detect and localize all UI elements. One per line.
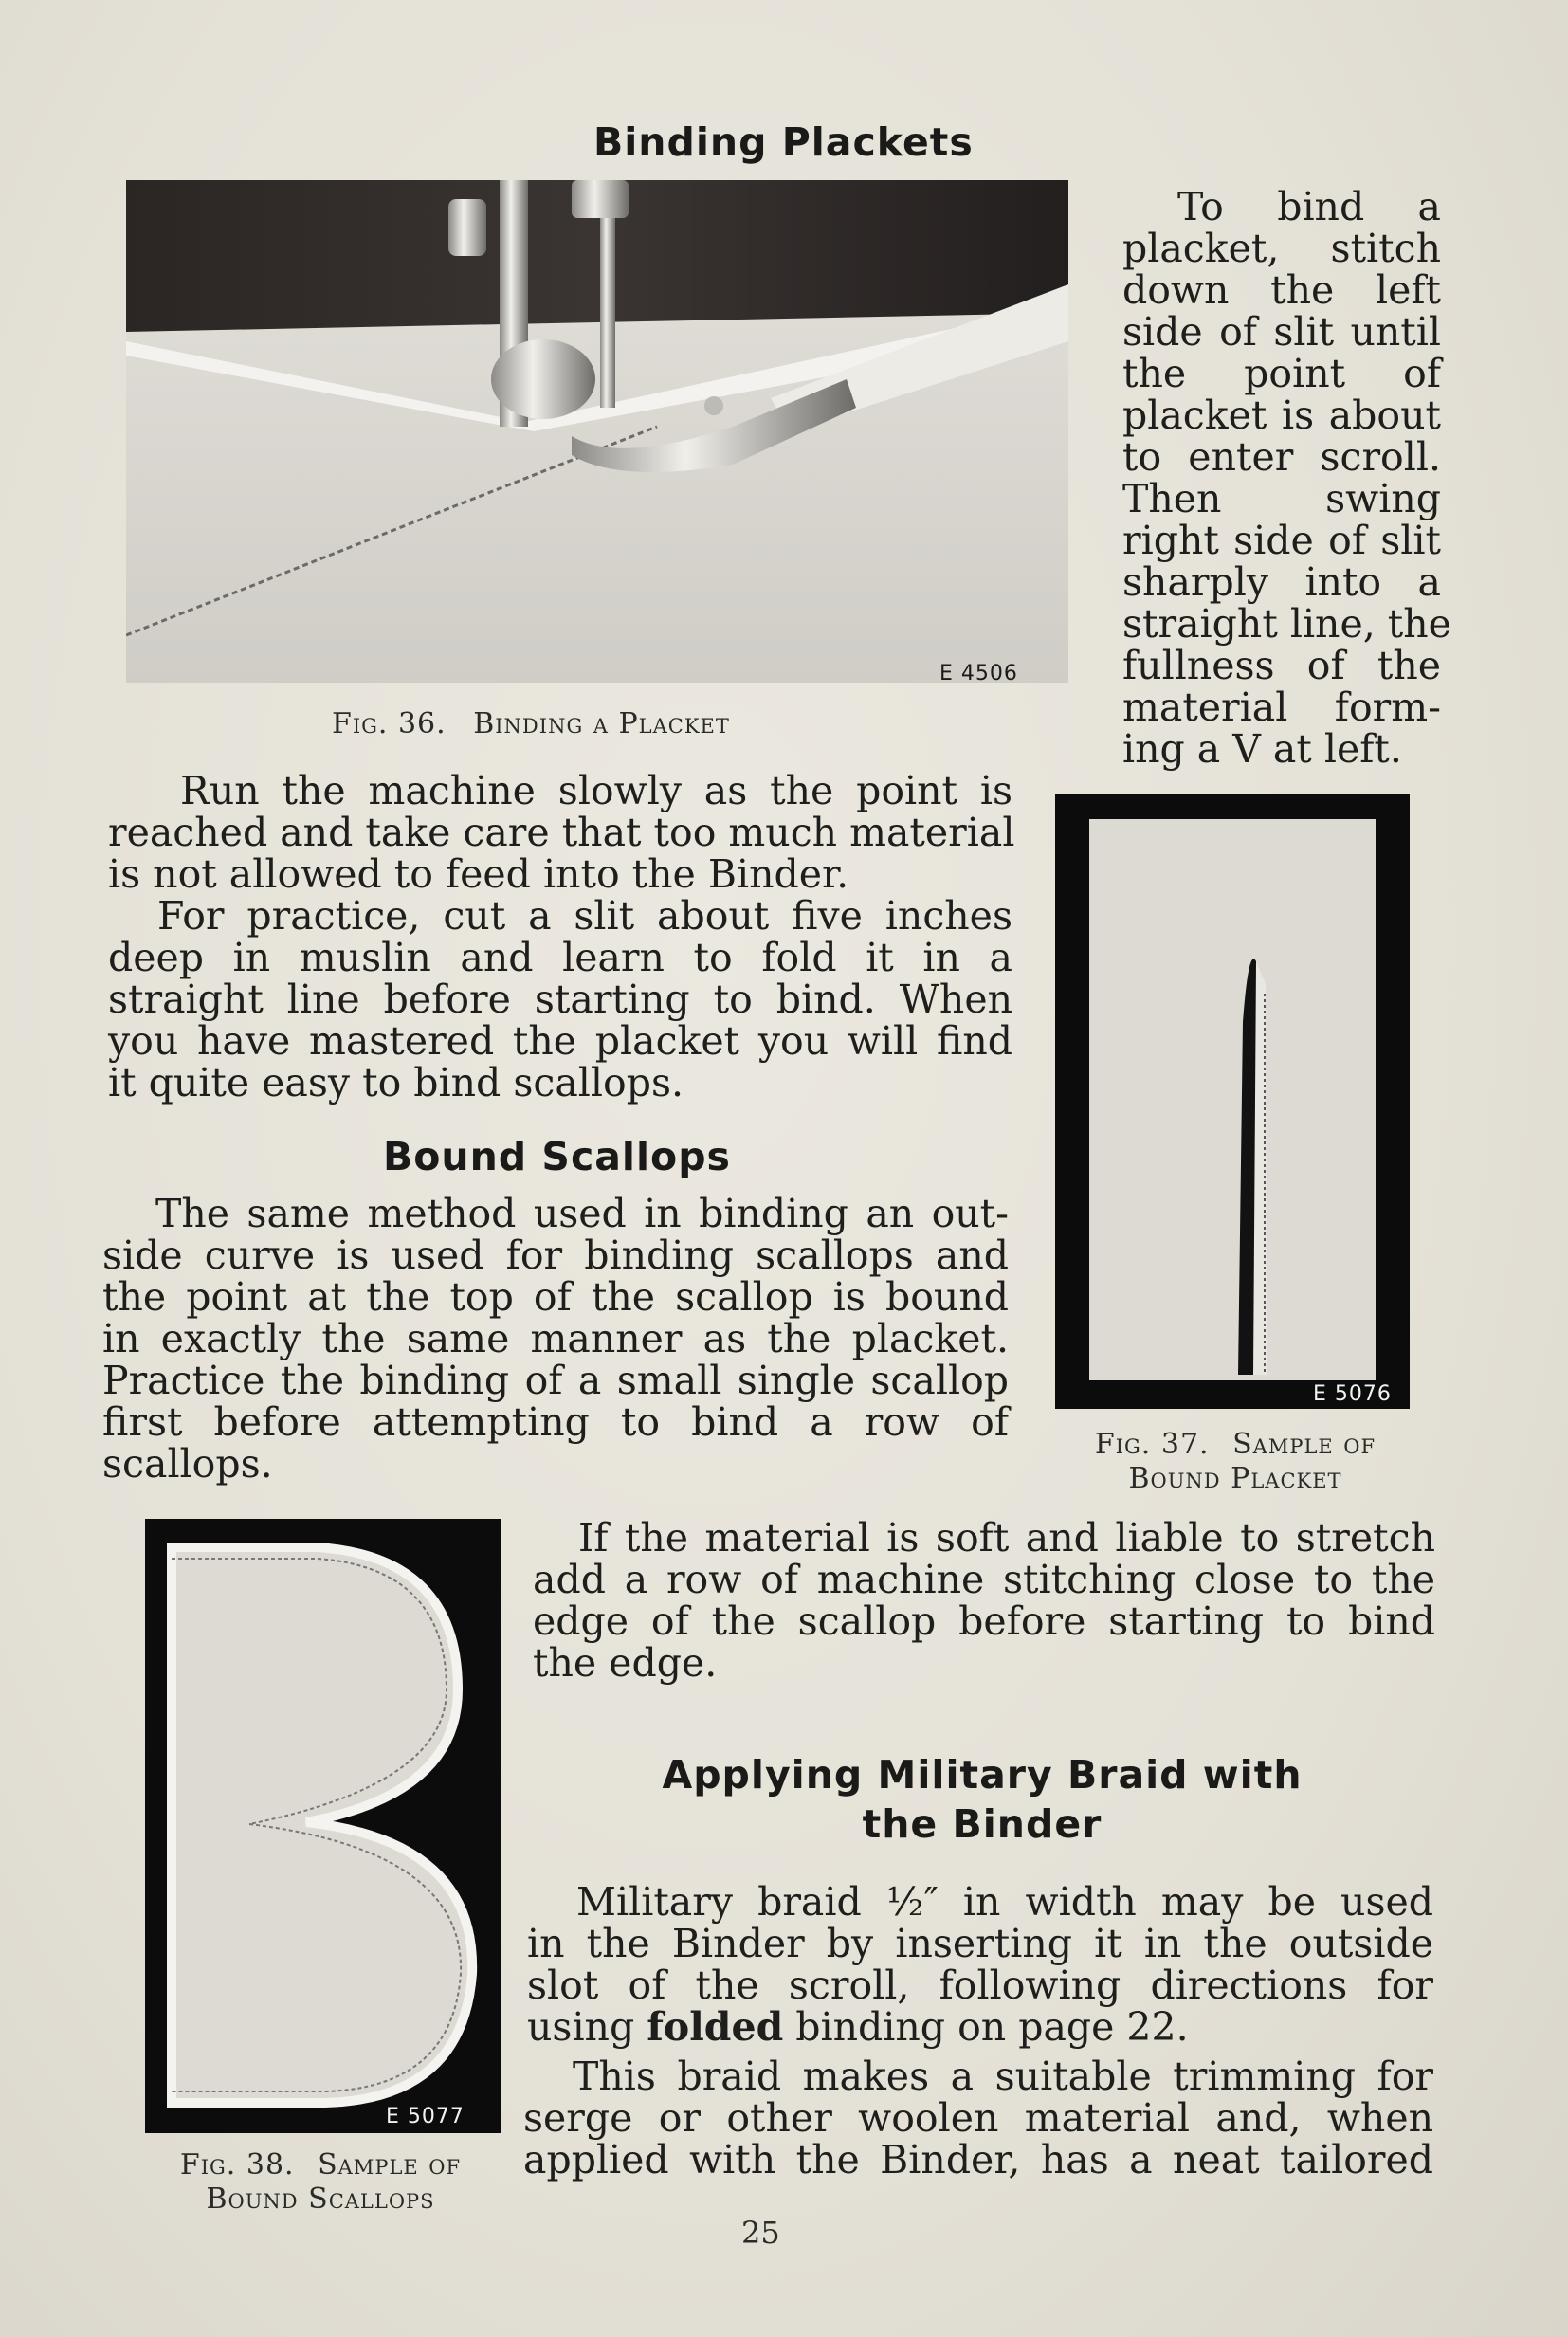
text-line: reached and take care that too much material bbox=[108, 810, 1015, 855]
sewing-machine-binder-illustration bbox=[126, 180, 1068, 683]
text-line: in the Binder by inserting it in the outside bbox=[527, 1921, 1433, 1966]
page-title: Binding Plackets bbox=[593, 119, 974, 165]
bold-word: folded bbox=[647, 2004, 784, 2050]
text-line: you have mastered the placket you will find bbox=[108, 1018, 1012, 1064]
fig36-code: E 4506 bbox=[939, 662, 1018, 683]
fig38-caption-prefix: Fig. 38. bbox=[179, 2148, 295, 2182]
bound-scallops-heading: Bound Scallops bbox=[383, 1134, 731, 1179]
fig36-caption-text: Binding a Placket bbox=[473, 707, 730, 740]
text-line: side of slit until bbox=[1122, 309, 1441, 355]
text-line: the point of bbox=[1122, 351, 1441, 396]
text-line: in exactly the same manner as the placket. bbox=[102, 1316, 1009, 1361]
fig37-code: E 5076 bbox=[1313, 1382, 1392, 1406]
text-line: material form- bbox=[1122, 685, 1441, 730]
text-line: the edge. bbox=[533, 1640, 718, 1686]
right-column-paragraph bbox=[1122, 184, 1451, 772]
military-braid-heading bbox=[641, 1752, 1323, 1847]
fig36-photo bbox=[126, 180, 1068, 683]
text-line: it quite easy to bind scallops. bbox=[108, 1060, 684, 1105]
text-line: Practice the binding of a small single scallop bbox=[102, 1358, 1009, 1403]
fig36-caption bbox=[332, 707, 730, 741]
text-line: scallops. bbox=[102, 1441, 273, 1487]
fig38-caption-line2: Bound Scallops bbox=[206, 2182, 435, 2216]
text-line: For practice, cut a slit about five inches bbox=[157, 893, 1012, 939]
fig37-caption-text: Sample of bbox=[1232, 1428, 1377, 1461]
military-heading-line2: the Binder bbox=[862, 1801, 1103, 1847]
fig37-caption bbox=[1058, 1428, 1413, 1496]
text-line bbox=[527, 2006, 1433, 2048]
text-line: right side of slit bbox=[1122, 518, 1441, 563]
text-line: straight line, the bbox=[1122, 601, 1451, 647]
text-line: fullness of the bbox=[1122, 643, 1441, 688]
paragraph-braid-trimming bbox=[523, 2055, 1433, 2181]
text-line: Military braid ½″ in width may be used bbox=[576, 1879, 1433, 1925]
fig37-caption-prefix: Fig. 37. bbox=[1094, 1428, 1210, 1461]
text-line: ing a V at left. bbox=[1122, 726, 1402, 772]
text-line: This braid makes a suitable trimming for bbox=[573, 2054, 1433, 2099]
text-line: to enter scroll. bbox=[1122, 434, 1441, 480]
text-fragment: using bbox=[527, 2004, 647, 2050]
military-heading-line1: Applying Military Braid with bbox=[662, 1752, 1303, 1798]
text-line: add a row of machine stitching close to the bbox=[533, 1557, 1435, 1602]
text-line: slot of the scroll, following directions for bbox=[527, 1963, 1433, 2008]
text-line: the point at the top of the scallop is bound bbox=[102, 1274, 1009, 1320]
paragraph-military-braid bbox=[527, 1881, 1433, 2048]
text-line: placket, stitch bbox=[1122, 226, 1441, 271]
paragraph-practice bbox=[108, 895, 1012, 1104]
fig38-photo bbox=[145, 1519, 501, 2133]
text-line: down the left bbox=[1122, 267, 1441, 313]
text-line: side curve is used for binding scallops and bbox=[102, 1232, 1009, 1278]
text-line: edge of the scallop before starting to bind bbox=[533, 1598, 1435, 1644]
text-line: serge or other woolen material and, when bbox=[523, 2095, 1433, 2141]
text-line: first before attempting to bind a row of bbox=[102, 1399, 1009, 1445]
paragraph-soft-material bbox=[533, 1517, 1435, 1684]
text-line: Then swing bbox=[1122, 476, 1441, 521]
text-fragment: binding on page 22. bbox=[783, 2004, 1189, 2050]
text-line: is not allowed to feed into the Binder. bbox=[108, 851, 849, 897]
page-number: 25 bbox=[741, 2215, 780, 2251]
text-line: The same method used in binding an out- bbox=[155, 1191, 1009, 1236]
paragraph-run-machine bbox=[108, 768, 1015, 897]
fig37-caption-line2: Bound Placket bbox=[1128, 1462, 1342, 1495]
fig36-caption-prefix: Fig. 36. bbox=[332, 707, 447, 740]
fig38-caption-text: Sample of bbox=[318, 2148, 462, 2182]
text-line: To bind a bbox=[1177, 184, 1441, 229]
text-line: placket is about bbox=[1122, 393, 1441, 438]
text-line: sharply into a bbox=[1122, 559, 1441, 605]
paragraph-bound-scallops bbox=[102, 1193, 1009, 1485]
fig37-caption-line1 bbox=[1058, 1428, 1413, 1462]
bound-scallops-sample-illustration bbox=[145, 1519, 501, 2133]
fig38-code: E 5077 bbox=[386, 2105, 465, 2128]
bound-placket-sample-illustration bbox=[1055, 794, 1410, 1409]
text-line: If the material is soft and liable to stretch bbox=[578, 1515, 1435, 1561]
text-line: applied with the Binder, has a neat tailored bbox=[523, 2137, 1433, 2182]
text-line: Run the machine slowly as the point is bbox=[180, 768, 1012, 813]
fig38-caption bbox=[142, 2148, 499, 2217]
fig38-caption-line1 bbox=[142, 2148, 499, 2182]
text-line: straight line before starting to bind. When bbox=[108, 977, 1012, 1022]
text-line: deep in muslin and learn to fold it in a bbox=[108, 935, 1012, 980]
fig37-photo bbox=[1055, 794, 1410, 1409]
